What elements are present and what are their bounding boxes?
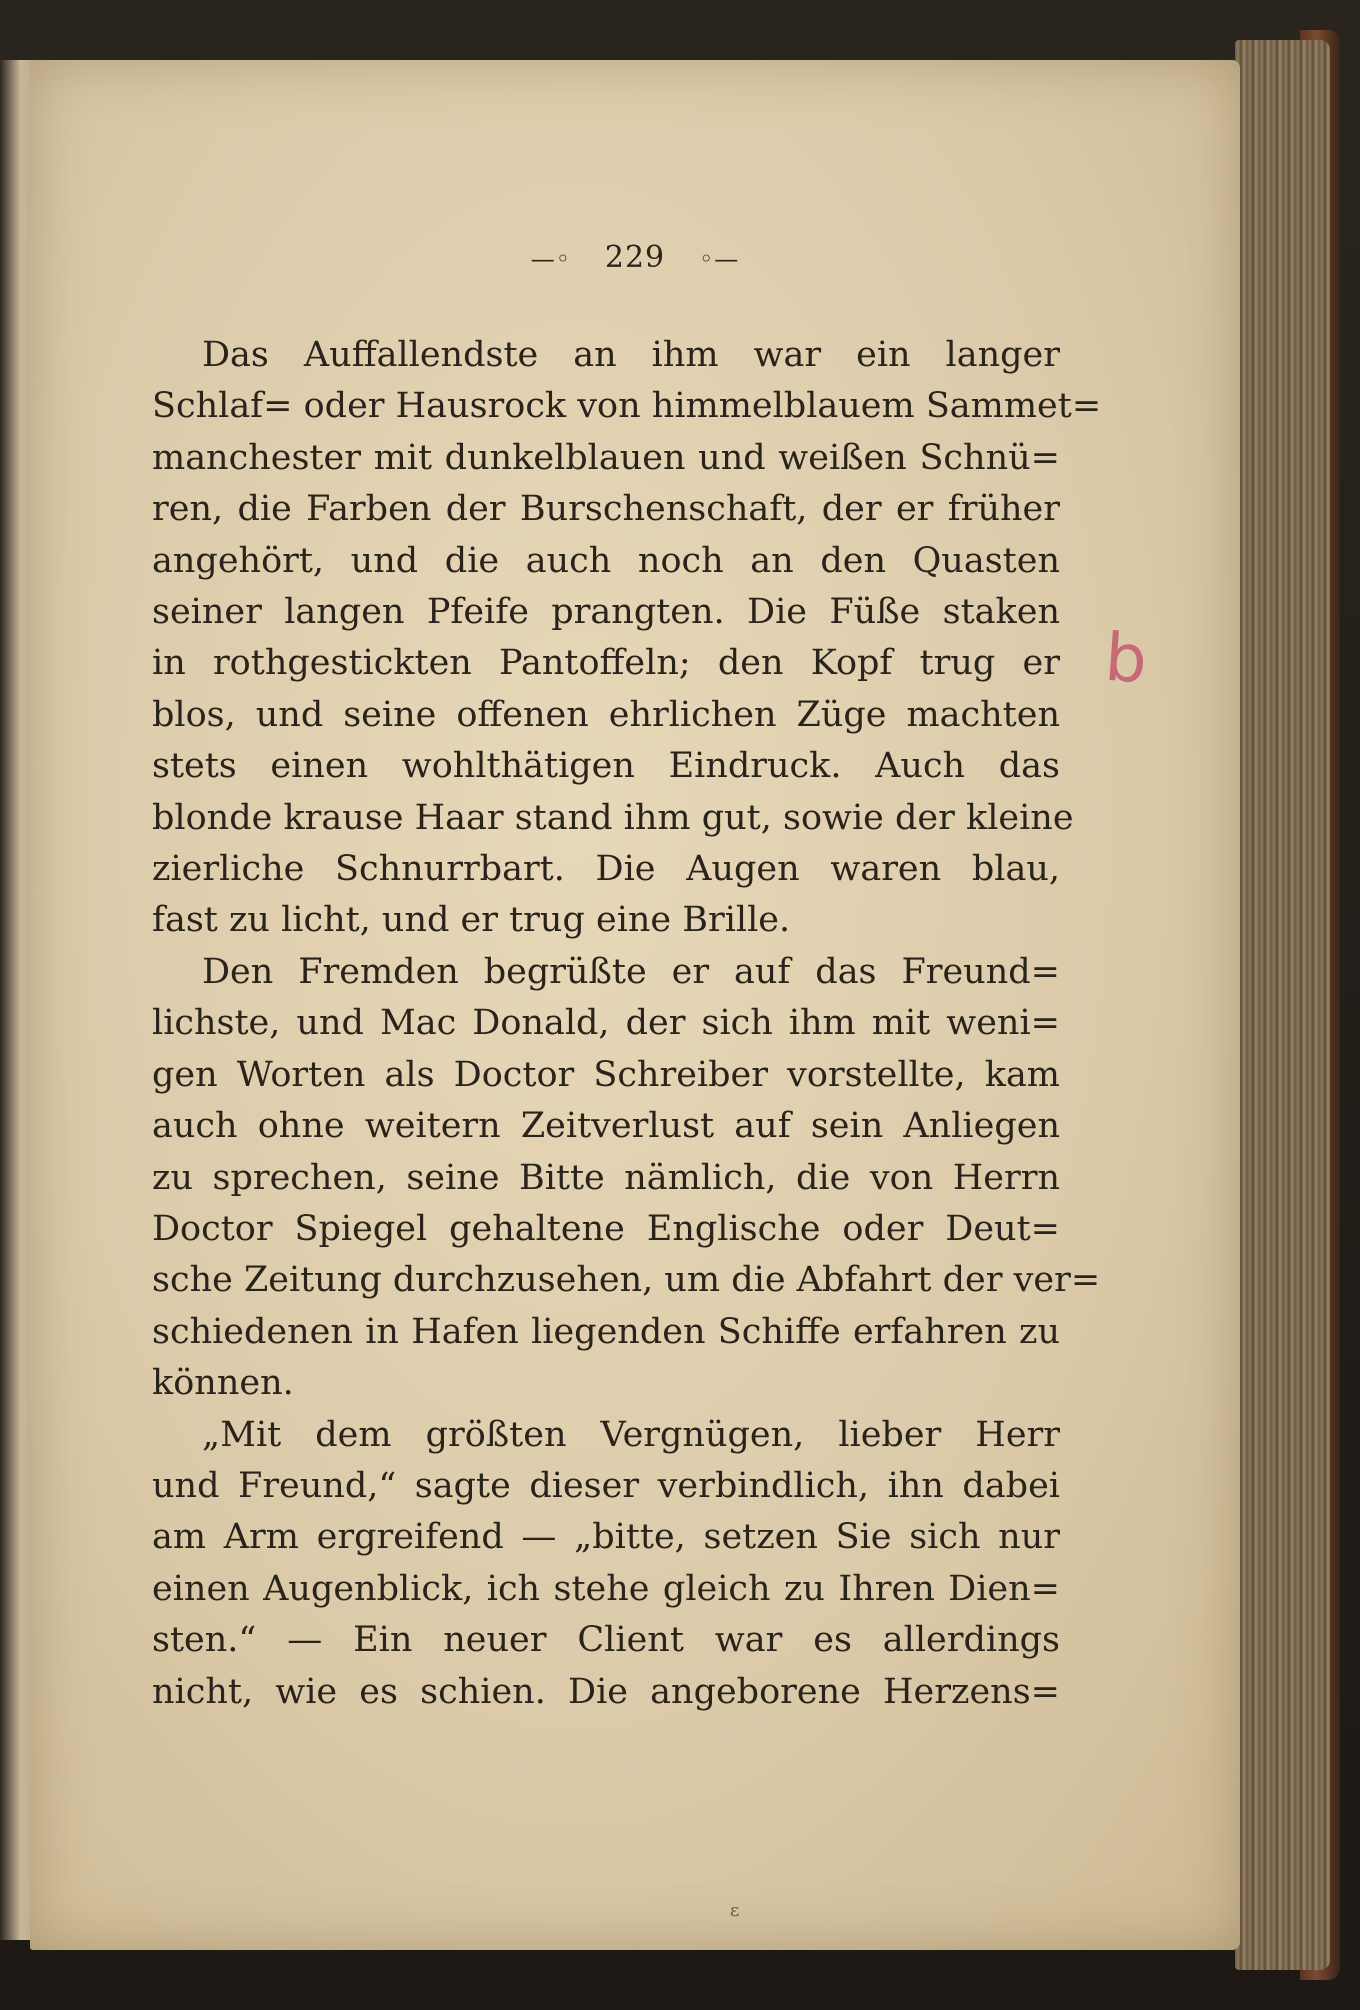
text-line: manchester mit dunkelblauen und weißen Schnü= xyxy=(152,437,1060,478)
text-line: einen Augenblick, ich stehe gleich zu Ihren Dien= xyxy=(152,1568,1060,1609)
header-ornament-left: —◦ xyxy=(530,245,571,273)
text-line: stets einen wohlthätigen Eindruck. Auch das xyxy=(152,746,1060,787)
text-line: Schlaf= oder Hausrock von himmelblauem Sammet= xyxy=(152,386,1102,427)
text-line: Den Fremden begrüßte er auf das Freund= xyxy=(202,951,1060,992)
text-line: zierliche Schnurrbart. Die Augen waren blau, xyxy=(152,849,1060,890)
pencil-margin-mark: b xyxy=(1102,618,1150,699)
text-line: gen Worten als Doctor Schreiber vorstellte, kam xyxy=(152,1054,1060,1095)
text-line: seiner langen Pfeife prangten. Die Füße staken xyxy=(152,592,1060,633)
text-line: und Freund,“ sagte dieser verbindlich, ihn dabei xyxy=(152,1465,1060,1506)
text-line: angehört, und die auch noch an den Quasten xyxy=(152,540,1060,581)
text-line: Das Auffallendste an ihm war ein langer xyxy=(202,335,1060,375)
text-line: Doctor Spiegel gehaltene Englische oder Deut= xyxy=(152,1208,1060,1249)
facing-page-edge xyxy=(0,60,34,1940)
text-line: sten.“ — Ein neuer Client war es allerdings xyxy=(152,1620,1060,1661)
text-line: nicht, wie es schien. Die angeborene Herzens= xyxy=(152,1671,1060,1712)
text-line: ren, die Farben der Burschenschaft, der er früher xyxy=(152,489,1060,530)
text-line: blonde krause Haar stand ihm gut, sowie der kleine xyxy=(152,797,1074,838)
text-line: sche Zeitung durchzusehen, um die Abfahrt der ver= xyxy=(152,1260,1101,1301)
page-header xyxy=(30,240,1240,275)
text-line: am Arm ergreifend — „bitte, setzen Sie sich nur xyxy=(152,1517,1060,1558)
text-line: „Mit dem größten Vergnügen, lieber Herr xyxy=(202,1414,1060,1455)
text-line: blos, und seine offenen ehrlichen Züge machten xyxy=(152,694,1060,735)
page-number: 229 xyxy=(604,240,666,275)
text-line: lichste, und Mac Donald, der sich ihm mit weni= xyxy=(152,1003,1060,1044)
header-ornament-right: ◦— xyxy=(699,245,740,273)
body-text xyxy=(152,330,1102,1718)
text-line: fast zu licht, und er trug eine Brille. xyxy=(152,900,791,941)
text-line: auch ohne weitern Zeitverlust auf sein Anliegen xyxy=(152,1106,1060,1147)
page-block-edge xyxy=(1235,40,1330,1970)
text-line: schiedenen in Hafen liegenden Schiffe erfahren zu xyxy=(152,1311,1060,1352)
text-line: zu sprechen, seine Bitte nämlich, die von Herrn xyxy=(152,1157,1060,1198)
text-line: können. xyxy=(152,1363,294,1404)
text-line: in rothgestickten Pantoffeln; den Kopf trug er xyxy=(152,643,1060,684)
paper-speck: ε xyxy=(730,1900,740,1921)
